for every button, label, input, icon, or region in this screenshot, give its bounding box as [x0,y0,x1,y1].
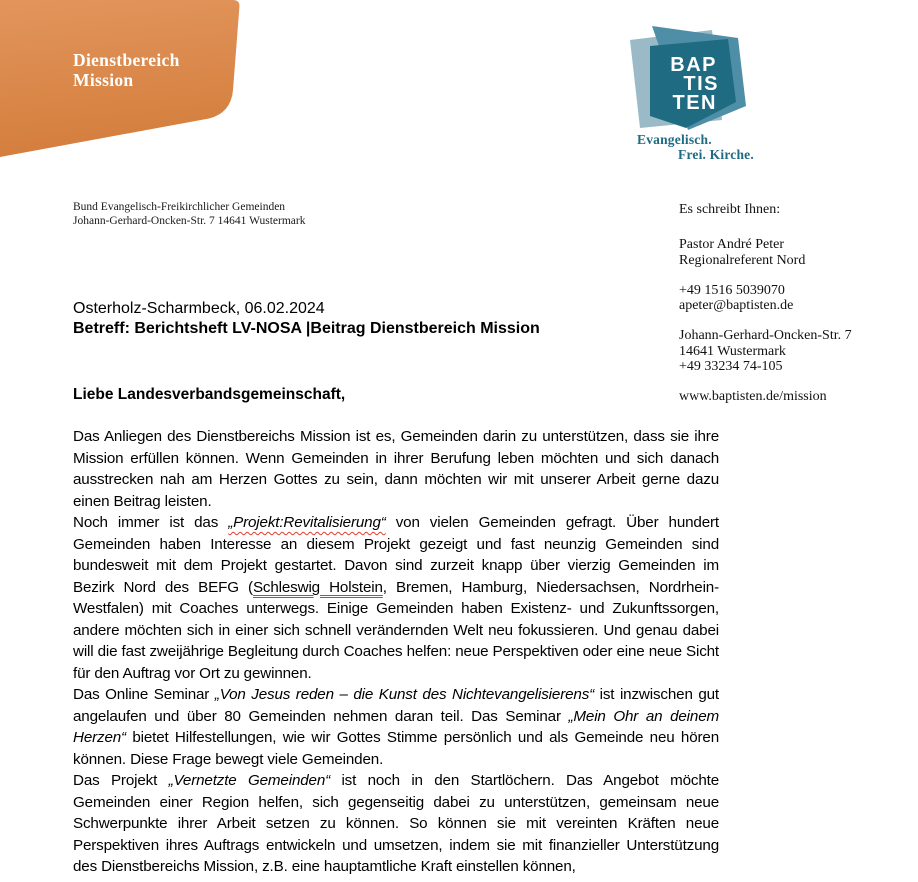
contact-website[interactable]: www.baptisten.de/mission [679,389,827,405]
body-segment: ist noch in den Startlöchern. Das Angebot möchte Gemeinden einer Region helfen, sich gegenseitig dabei zu unterstützen, gemeinsam neue Schwerpunkte ihrer Arbeit setzen zu können. So können sie mit vereinten Kräften neue Perspektiven ihres Auftrags entwickeln und umsetzen, indem sie mit finanzieller Unterstützung des Dienstbereichs Mission, z.B. eine hauptamtliche Kraft einstellen können, [73,772,720,875]
logo-letter-ten: TEN [672,92,717,114]
sender-street: Johann-Gerhard-Oncken-Str. 7 14641 Wustermark [73,214,306,227]
body-paragraph [73,770,719,878]
contact-address-group [679,328,889,374]
body-paragraph [73,684,719,770]
sender-return-address [73,201,305,228]
subject-line: Betreff: Berichtsheft LV-NOSA |Beitrag Dienstbereich Mission [73,320,540,337]
baptisten-logo-mark [616,24,754,138]
contact-heading: Es schreibt Ihnen: [679,202,781,217]
body-segment-italic: „Vernetzte Gemeinden“ [168,772,331,789]
banner-line1: Dienstbereich [73,50,180,70]
body-segment: ist inzwischen gut angelaufen und über 80 Gemeinden nehmen daran teil. Das Seminar [73,686,719,725]
logo-tagline-evangelisch: Evangelisch. [637,132,712,147]
contact-street: Johann-Gerhard-Oncken-Str. 7 [679,328,852,344]
body-segment: Das Anliegen des Dienstbereichs Mission ist es, Gemeinden darin zu unterstützen, dass sie ihre Mission erfüllen können. Wenn Gemeinden in ihrer Berufung leben möchten und sich danach ausstrecken nah am Herzen Gottes zu sein, dann möchten wir mit unserer Arbeit gerne dazu einen Beitrag leisten. [73,428,719,510]
body-paragraph [73,512,719,684]
body-segment-italic: „Von Jesus reden – die Kunst des Nichtevangelisierens“ [214,686,595,703]
contact-email[interactable]: apeter@baptisten.de [679,298,794,314]
banner-title [73,50,180,90]
body-segment: bietet Hilfestellungen, wie wir Gottes Stimme persönlich und als Gemeinde neu hören können. Diese Frage bewegt viele Gemeinden. [73,729,719,768]
banner-line2: Mission [73,70,134,90]
contact-web-group [679,389,889,404]
contact-city: 14641 Wustermark [679,343,786,359]
logo-letter-tis: TIS [683,73,719,95]
contact-reach-group [679,283,889,314]
body-segment: , Bremen, Hamburg, Niedersachsen, Nordrhein-Westfalen) mit Coaches unterwegs. Einige Gemeinden haben Existenz- und Zukunftssorgen, andere möchten sich in einer sich schnell verändernden Welt neu fokussieren. Und genau dabei will die fast zweijährige Begleitung durch Coaches helfen: neue Perspektiven oder eine neue Sicht für den Auftrag vor Ort zu gewinnen. [73,578,719,682]
date-line: Osterholz-Scharmbeck, 06.02.2024 [73,300,325,317]
sender-org: Bund Evangelisch-Freikirchlicher Gemeinden [73,201,286,213]
body-segment-italic-spell: „Projekt:Revitalisierung“ [228,514,386,531]
body-segment: Das Online Seminar [73,686,215,703]
contact-person-group [679,237,889,268]
baptisten-logo [612,20,792,170]
body-paragraph [73,426,719,512]
contact-phone: +49 33234 74-105 [679,359,783,375]
logo-letter-bap: BAP [670,54,717,76]
contact-column [679,202,889,420]
body-segment: Noch immer ist das [73,514,229,531]
body-segment: Das Projekt [73,772,169,789]
body-segment-italic: „Mein Ohr an deinem Herzen“ [73,707,719,746]
contact-mobile: +49 1516 5039070 [679,282,785,298]
salutation: Liebe Landesverbandsgemeinschaft, [73,386,346,403]
letter-body [73,426,719,878]
contact-name: Pastor André Peter [679,237,784,253]
body-segment: von vielen Gemeinden gefragt. Über hundert Gemeinden haben Interesse an diesem Projekt gezeigt und fast neunzig Gemeinden sind bundesweit mit dem Projekt gestartet. Davon sind zurzeit knapp über vierzig Gemeinden im Bezirk Nord des BEFG ( [73,514,719,596]
body-segment-grammar: Schleswig Holstein [252,578,383,596]
contact-role: Regionalreferent Nord [679,252,806,268]
logo-tagline-frei-kirche: Frei. Kirche. [678,147,754,162]
